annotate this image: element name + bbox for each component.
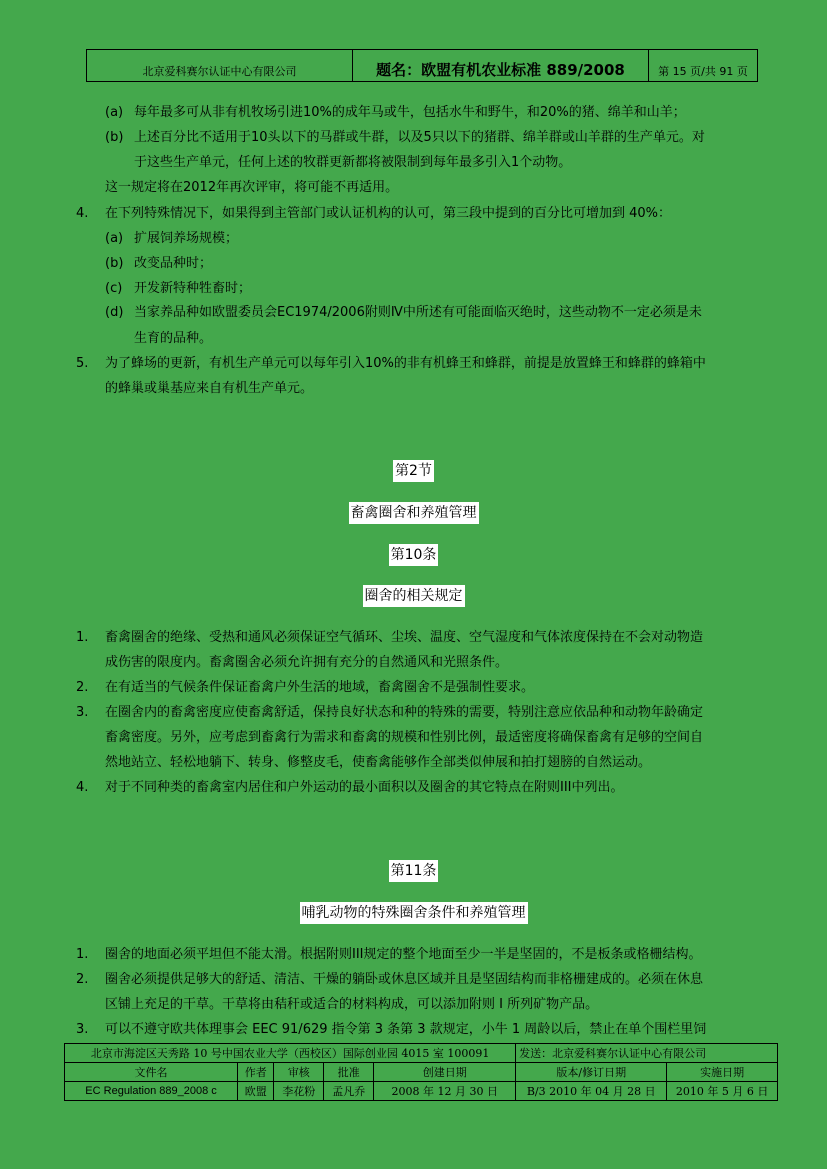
header-title: 题名：欧盟有机农业标准 889/2008	[353, 50, 649, 81]
paragraph-line: 圈舍必须提供足够大的舒适、清洁、干燥的躺卧或休息区域并且是坚固结构而非格栅建成的。必须在休息	[105, 972, 704, 987]
header-company: 北京爱科赛尔认证中心有限公司	[87, 50, 353, 81]
page-header	[86, 49, 758, 82]
footer-val-approve: 孟凡乔	[324, 1082, 374, 1101]
list-number: 1.	[76, 947, 89, 962]
footer-col-effective: 实施日期	[667, 1063, 778, 1082]
footer-table	[64, 1043, 778, 1101]
article-label-text: 第10条	[389, 544, 439, 566]
footer-val-effective: 2010 年 5 月 6 日	[667, 1082, 778, 1101]
paragraph-line: 在圈舍内的畜禽密度应使畜禽舒适，保持良好状态和种的特殊的需要，特别注意应依品种和动物年龄确定	[105, 705, 704, 720]
list-number: 2.	[76, 680, 89, 695]
list-number: 1.	[76, 630, 89, 645]
list-marker: (d)	[105, 305, 124, 320]
list-number: 4.	[76, 206, 89, 221]
footer-val-version: B/3 2010 年 04 月 28 日	[516, 1082, 667, 1101]
paragraph-line: 在有适当的气候条件保证畜禽户外生活的地域，畜禽圈舍不是强制性要求。	[105, 680, 535, 695]
footer-address: 北京市海淀区天秀路 10 号中国农业大学（西校区）国际创业园 4015 室 100091	[65, 1044, 516, 1063]
paragraph-line: 圈舍的地面必须平坦但不能太滑。根据附则III规定的整个地面至少一半是坚固的，不是板条或格栅结构。	[105, 947, 702, 962]
header-page-number: 第 15 页/共 91 页	[658, 65, 748, 78]
article-title-text: 哺乳动物的特殊圈舍条件和养殖管理	[300, 902, 528, 924]
paragraph-line: 成伤害的限度内。畜禽圈舍必须允许拥有充分的自然通风和光照条件。	[105, 655, 509, 670]
section-label-text: 第2节	[393, 460, 434, 482]
footer-issued-by: 发送：北京爱科赛尔认证中心有限公司	[516, 1044, 778, 1063]
paragraph-line: 在下列特殊情况下，如果得到主管部门或认证机构的认可，第三段中提到的百分比可增加到 40%：	[105, 206, 672, 221]
article-title	[0, 585, 827, 607]
list-number: 3.	[76, 1022, 89, 1037]
paragraph-line: 开发新特种牲畜时；	[134, 281, 252, 296]
paragraph-line: 上述百分比不适用于10头以下的马群或牛群，以及5只以下的猪群、绵羊群或山羊群的生产单元。对	[134, 130, 705, 145]
paragraph-line: 区铺上充足的干草。干草将由秸秆或适合的材料构成，可以添加附则 I 所列矿物产品。	[105, 997, 599, 1012]
footer-col-review: 审核	[274, 1063, 324, 1082]
footer-val-review: 李花粉	[274, 1082, 324, 1101]
paragraph-line: 于这些生产单元，任何上述的牧群更新都将被限制到每年最多引入1个动物。	[134, 155, 572, 170]
footer-val-file: EC Regulation 889_2008 c	[65, 1082, 238, 1101]
article-label	[0, 860, 827, 882]
paragraph-line: 生育的品种。	[134, 331, 213, 346]
paragraph-line: 这一规定将在2012年再次评审，将可能不再适用。	[105, 180, 399, 195]
paragraph-line: 可以不遵守欧共体理事会 EEC 91/629 指令第 3 条第 3 款规定，小牛 1 周龄以后，禁止在单个围栏里饲	[105, 1022, 707, 1037]
footer-val-author: 欧盟	[238, 1082, 274, 1101]
paragraph-line: 当家养品种如欧盟委员会EC1974/2006附则Ⅳ中所述有可能面临灭绝时，这些动物不一定必须是未	[134, 305, 702, 320]
footer-col-version: 版本/修订日期	[516, 1063, 667, 1082]
section-title	[0, 502, 827, 524]
paragraph-line: 对于不同种类的畜禽室内居住和户外运动的最小面积以及圈舍的其它特点在附则III中列出。	[105, 780, 624, 795]
list-marker: (a)	[105, 105, 124, 120]
list-marker: (b)	[105, 256, 124, 271]
article-label	[0, 544, 827, 566]
article-title	[0, 902, 827, 924]
paragraph-line: 扩展饲养场规模；	[134, 231, 239, 246]
footer-val-created: 2008 年 12 月 30 日	[374, 1082, 516, 1101]
list-marker: (a)	[105, 231, 124, 246]
list-number: 4.	[76, 780, 89, 795]
paragraph-line: 的蜂巢或巢基应来自有机生产单元。	[105, 381, 314, 396]
article-title-text: 圈舍的相关规定	[363, 585, 465, 607]
list-number: 2.	[76, 972, 89, 987]
article-label-text: 第11条	[389, 860, 439, 882]
list-marker: (c)	[105, 281, 123, 296]
paragraph-line: 畜禽密度。另外，应考虑到畜禽行为需求和畜禽的规模和性别比例，最适密度将确保畜禽有足够的空间自	[105, 730, 704, 745]
list-marker: (b)	[105, 130, 124, 145]
footer-col-file: 文件名	[65, 1063, 238, 1082]
section-label	[0, 460, 827, 482]
list-number: 3.	[76, 705, 89, 720]
paragraph-line: 改变品种时；	[134, 256, 213, 271]
section-title-text: 畜禽圈舍和养殖管理	[349, 502, 479, 524]
paragraph-line: 畜禽圈舍的绝缘、受热和通风必须保证空气循环、尘埃、温度、空气湿度和气体浓度保持在不会对动物造	[105, 630, 704, 645]
footer-col-created: 创建日期	[374, 1063, 516, 1082]
list-number: 5.	[76, 356, 89, 371]
paragraph-line: 每年最多可从非有机牧场引进10%的成年马或牛，包括水牛和野牛，和20%的猪、绵羊和山羊；	[134, 105, 686, 120]
footer-col-author: 作者	[238, 1063, 274, 1082]
paragraph-line: 为了蜂场的更新，有机生产单元可以每年引入10%的非有机蜂王和蜂群，前提是放置蜂王和蜂群的蜂箱中	[105, 356, 706, 371]
paragraph-line: 然地站立、轻松地躺下、转身、修整皮毛，使畜禽能够作全部类似伸展和拍打翅膀的自然运动。	[105, 755, 652, 770]
footer-col-approve: 批准	[324, 1063, 374, 1082]
